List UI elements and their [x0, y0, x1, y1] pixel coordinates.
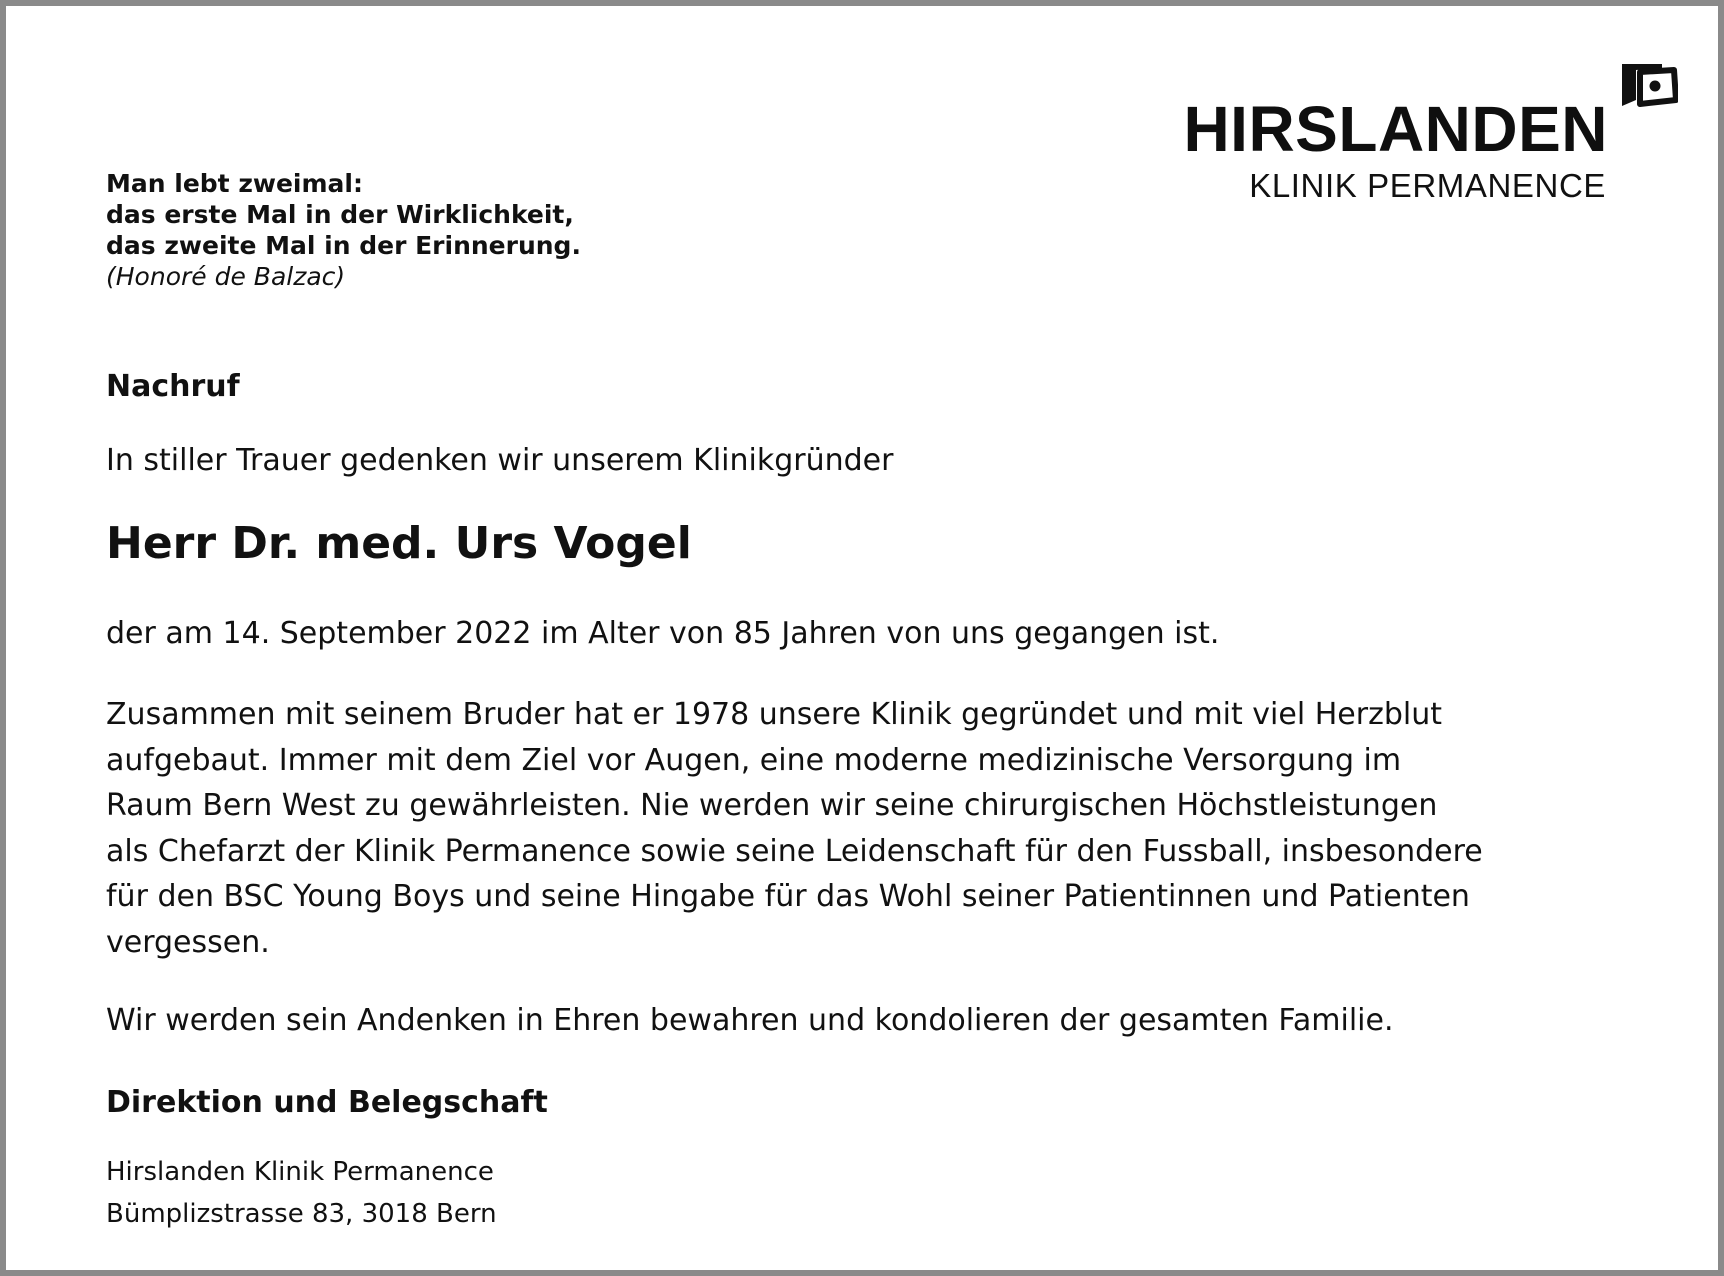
address-block — [106, 1151, 497, 1235]
paragraph-line: vergessen. — [106, 924, 270, 960]
intro-text: In stiller Trauer gedenken wir unserem Klinikgründer — [106, 443, 894, 478]
passing-statement: der am 14. September 2022 im Alter von 85 Jahren von uns gegangen ist. — [106, 616, 1220, 651]
hirslanden-bracket-icon — [1618, 60, 1678, 110]
quote-line: das zweite Mal in der Erinnerung. — [106, 231, 581, 260]
logo-wordmark: HIRSLANDEN — [1183, 93, 1608, 165]
logo-subtitle: KLINIK PERMANENCE — [1249, 167, 1606, 204]
paragraph-line: aufgebaut. Immer mit dem Ziel vor Augen, eine moderne medizinische Versorgung im — [106, 742, 1402, 778]
paragraph-line: als Chefarzt der Klinik Permanence sowie seine Leidenschaft für den Fussball, insbesondere — [106, 833, 1483, 869]
epigraph-quote — [106, 168, 581, 292]
address-line-organization: Hirslanden Klinik Permanence — [106, 1157, 494, 1187]
quote-line: Man lebt zweimal: — [106, 169, 363, 198]
quote-line: das erste Mal in der Wirklichkeit, — [106, 200, 574, 229]
signature: Direktion und Belegschaft — [106, 1085, 548, 1120]
closing-statement: Wir werden sein Andenken in Ehren bewahren und kondolieren der gesamten Familie. — [106, 1003, 1394, 1038]
deceased-name: Herr Dr. med. Urs Vogel — [106, 518, 692, 569]
obituary-heading: Nachruf — [106, 369, 240, 404]
paragraph-line: Zusammen mit seinem Bruder hat er 1978 unsere Klinik gegründet und mit viel Herzblut — [106, 697, 1442, 732]
tribute-paragraph — [106, 692, 1646, 966]
paragraph-line: für den BSC Young Boys und seine Hingabe für das Wohl seiner Patientinnen und Patienten — [106, 879, 1470, 915]
paragraph-line: Raum Bern West zu gewährleisten. Nie werden wir seine chirurgischen Höchstleistungen — [106, 788, 1438, 824]
address-line-street: Bümplizstrasse 83, 3018 Bern — [106, 1199, 497, 1229]
quote-author: (Honoré de Balzac) — [106, 262, 346, 291]
